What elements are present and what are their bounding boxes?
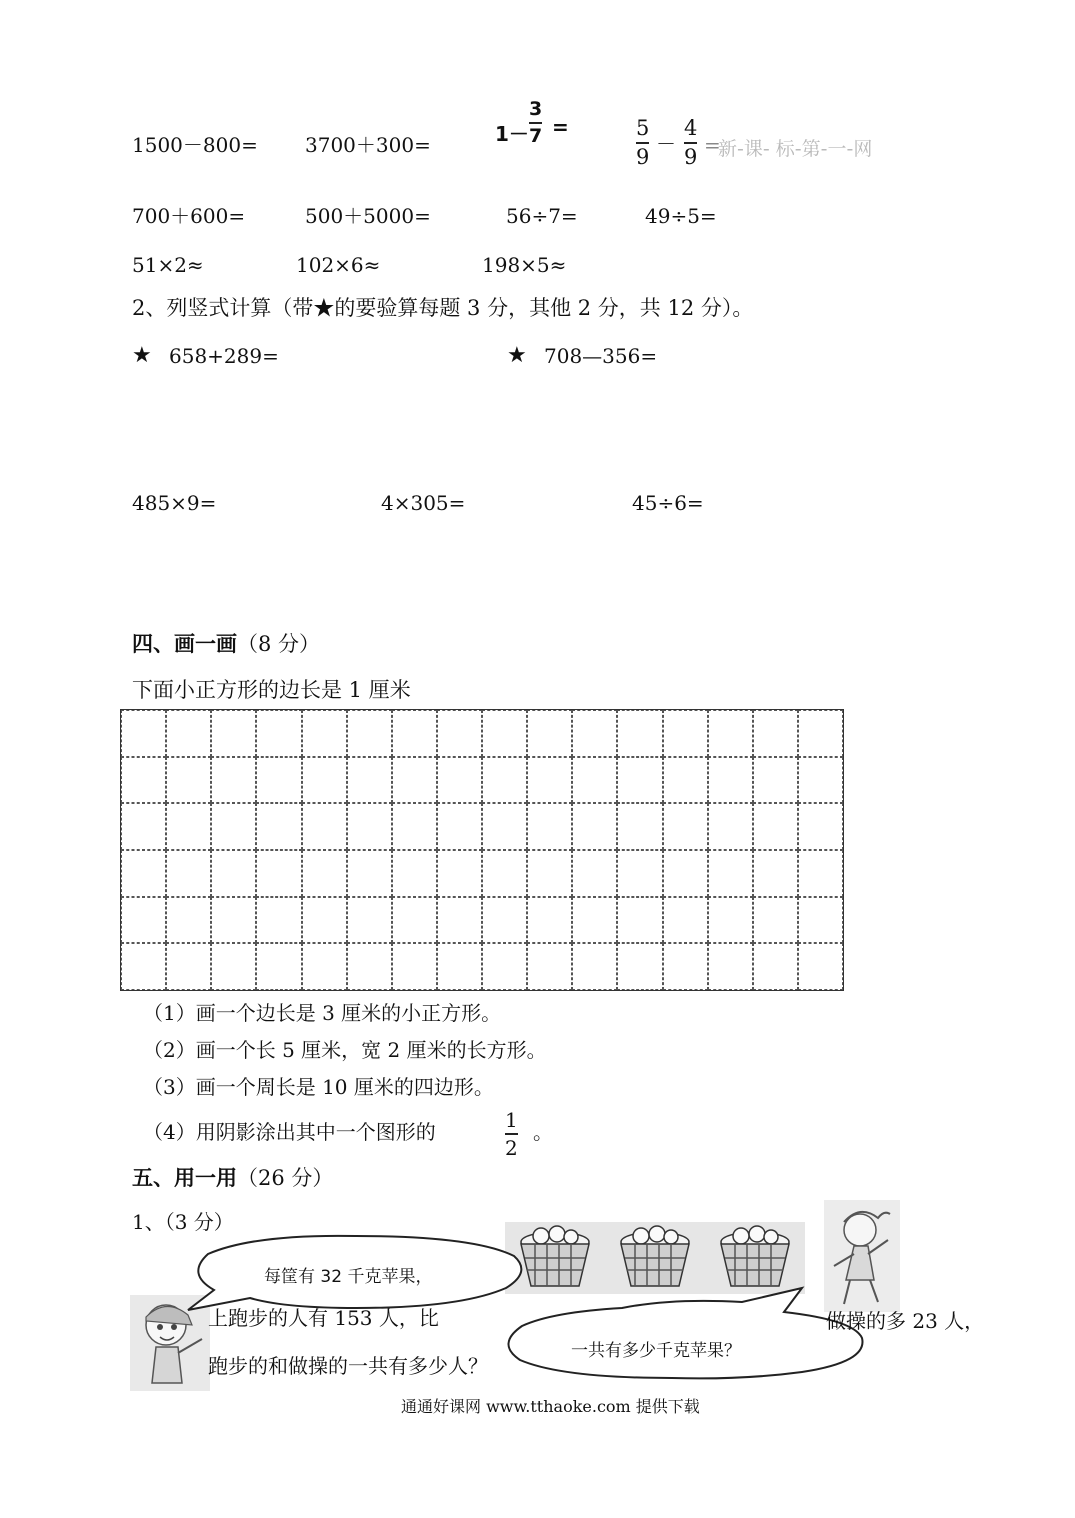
grid-cell[interactable]	[256, 710, 301, 757]
task-3: （3）画一个周长是 10 厘米的四边形。	[143, 1075, 494, 1099]
expr-102-times-6: 102×6≈	[296, 253, 381, 277]
grid-cell[interactable]	[482, 943, 527, 990]
grid-cell[interactable]	[798, 897, 843, 944]
expr-56-div-7: 56÷7=	[506, 204, 578, 228]
grid-cell[interactable]	[798, 803, 843, 850]
equals: =	[704, 133, 721, 157]
grid-cell[interactable]	[166, 897, 211, 944]
grid-cell[interactable]	[572, 943, 617, 990]
section-2-heading: 2、列竖式计算（带★的要验算每题 3 分，其他 2 分，共 12 分）。	[132, 296, 754, 320]
grid-cell[interactable]	[302, 850, 347, 897]
fraction-4-9	[684, 118, 697, 168]
grid-cell[interactable]	[753, 850, 798, 897]
grid-cell[interactable]	[753, 710, 798, 757]
expr-51-times-2: 51×2≈	[132, 253, 204, 277]
grid-cell[interactable]	[708, 943, 753, 990]
grid-cell[interactable]	[437, 850, 482, 897]
grid-cell[interactable]	[663, 710, 708, 757]
grid-cell[interactable]	[798, 710, 843, 757]
section-5-points: （26 分）	[237, 1166, 334, 1190]
basket-icon	[521, 1226, 589, 1286]
numerator: 5	[636, 116, 650, 140]
expr-198-times-5: 198×5≈	[482, 253, 567, 277]
star-icon: ★	[507, 343, 527, 368]
grid-cell[interactable]	[347, 897, 392, 944]
fraction-3-7	[529, 100, 542, 146]
fraction-5-9	[636, 118, 649, 168]
grid-cell[interactable]	[302, 943, 347, 990]
grid-cell[interactable]	[572, 757, 617, 804]
grid-cell[interactable]	[753, 757, 798, 804]
problem-text-line2: 跑步的和做操的一共有多少人？	[208, 1354, 488, 1378]
task-1: （1）画一个边长是 3 厘米的小正方形。	[143, 1001, 502, 1025]
grid-cell[interactable]	[392, 943, 437, 990]
grid-cell[interactable]	[708, 710, 753, 757]
grid-cell[interactable]	[437, 897, 482, 944]
grid-cell[interactable]	[392, 710, 437, 757]
vertical-q5: 45÷6=	[632, 491, 704, 515]
section-4-heading	[132, 634, 320, 655]
numerator: 4	[684, 116, 698, 140]
task-4	[143, 1110, 623, 1170]
grid-cell[interactable]	[798, 757, 843, 804]
star-icon: ★	[132, 343, 152, 368]
grid-cell[interactable]	[527, 850, 572, 897]
grid-cell[interactable]	[482, 803, 527, 850]
section-4-title: 四、画一画	[132, 632, 237, 656]
grid-cell[interactable]	[572, 710, 617, 757]
grid-cell[interactable]	[798, 850, 843, 897]
speech-bubble-2: 一共有多少千克苹果？	[571, 1341, 741, 1361]
grid-cell[interactable]	[572, 803, 617, 850]
footer-credit: 通通好课网 www.tthaoke.com 提供下载	[401, 1397, 700, 1416]
expr-prefix: 1－	[495, 122, 529, 146]
grid-cell[interactable]	[121, 710, 166, 757]
expr-700-plus-600: 700＋600=	[132, 204, 246, 228]
grid-cell[interactable]	[663, 803, 708, 850]
grid-cell[interactable]	[708, 850, 753, 897]
grid-cell[interactable]	[392, 897, 437, 944]
grid-cell[interactable]	[347, 943, 392, 990]
grid-cell[interactable]	[437, 943, 482, 990]
apple-baskets-illustration	[505, 1222, 805, 1294]
grid-cell[interactable]	[121, 803, 166, 850]
section-5-heading	[132, 1168, 333, 1189]
task-4-text: （4）用阴影涂出其中一个图形的	[143, 1120, 436, 1144]
vertical-q2: 708—356=	[544, 344, 658, 368]
grid-cell[interactable]	[617, 850, 662, 897]
grid-cell[interactable]	[166, 710, 211, 757]
grid-cell[interactable]	[392, 757, 437, 804]
grid-cell[interactable]	[617, 943, 662, 990]
grid-cell[interactable]	[437, 757, 482, 804]
grid-cell[interactable]	[482, 897, 527, 944]
grid-cell[interactable]	[302, 897, 347, 944]
problem-text-left: 上跑步的人有 153 人，比	[208, 1306, 439, 1330]
grid-cell[interactable]	[708, 803, 753, 850]
grid-cell[interactable]	[256, 757, 301, 804]
grid-cell[interactable]	[347, 710, 392, 757]
grid-cell[interactable]	[708, 897, 753, 944]
grid-cell[interactable]	[663, 757, 708, 804]
grid-cell[interactable]	[437, 803, 482, 850]
grid-cell[interactable]	[527, 710, 572, 757]
grid-cell[interactable]	[572, 850, 617, 897]
speech-bubble-2-shape	[502, 1286, 868, 1382]
grid-cell[interactable]	[121, 850, 166, 897]
vertical-q3: 485×9=	[132, 491, 217, 515]
expr-500-plus-5000: 500＋5000=	[305, 204, 431, 228]
grid-cell[interactable]	[121, 757, 166, 804]
grid-cell[interactable]	[211, 943, 256, 990]
grid-cell[interactable]	[798, 943, 843, 990]
equals: =	[552, 115, 569, 139]
question-1-label: 1、（3 分）	[132, 1210, 234, 1234]
grid-cell[interactable]	[211, 850, 256, 897]
grid-cell[interactable]	[663, 850, 708, 897]
expr-one-minus-fraction	[495, 100, 585, 160]
speech-bubble-1: 每筐有 32 千克苹果，	[264, 1267, 433, 1287]
grid-cell[interactable]	[482, 757, 527, 804]
expr-3700-plus-300: 3700＋300=	[305, 133, 431, 157]
expr-49-div-5: 49÷5=	[645, 204, 717, 228]
task-2: （2）画一个长 5 厘米，宽 2 厘米的长方形。	[143, 1038, 547, 1062]
grid-cell[interactable]	[617, 803, 662, 850]
grid-cell[interactable]	[392, 850, 437, 897]
grid-cell[interactable]	[437, 710, 482, 757]
grid-cell[interactable]	[302, 710, 347, 757]
grid-cell[interactable]	[211, 897, 256, 944]
grid-cell[interactable]	[527, 803, 572, 850]
watermark-text: 新-课- 标-第-一-网	[718, 138, 873, 160]
grid-intro: 下面小正方形的边长是 1 厘米	[132, 678, 411, 702]
grid-cell[interactable]	[302, 803, 347, 850]
grid-cell[interactable]	[663, 943, 708, 990]
basket-icon	[621, 1226, 689, 1286]
grid-cell[interactable]	[527, 943, 572, 990]
grid-cell[interactable]	[617, 710, 662, 757]
grid-cell[interactable]	[256, 897, 301, 944]
grid-cell[interactable]	[347, 803, 392, 850]
grid-cell[interactable]	[211, 710, 256, 757]
grid-cell[interactable]	[121, 897, 166, 944]
vertical-q4: 4×305=	[381, 491, 466, 515]
vertical-q1: 658+289=	[169, 344, 279, 368]
grid-cell[interactable]	[663, 897, 708, 944]
grid-cell[interactable]	[166, 943, 211, 990]
grid-cell[interactable]	[527, 897, 572, 944]
task-4-end: 。	[533, 1120, 553, 1144]
grid-cell[interactable]	[708, 757, 753, 804]
basket-icon	[721, 1226, 789, 1286]
grid-cell[interactable]	[617, 897, 662, 944]
section-4-points: （8 分）	[237, 632, 321, 656]
numerator: 1	[505, 1108, 518, 1132]
grid-cell[interactable]	[166, 850, 211, 897]
grid-cell[interactable]	[527, 757, 572, 804]
problem-text-right: 做操的多 23 人，	[826, 1309, 985, 1333]
grid-cell[interactable]	[482, 850, 527, 897]
grid-cell[interactable]	[753, 897, 798, 944]
grid-cell[interactable]	[753, 943, 798, 990]
grid-cell[interactable]	[753, 803, 798, 850]
drawing-grid[interactable]	[120, 709, 844, 991]
grid-cell[interactable]	[347, 850, 392, 897]
denominator: 9	[636, 144, 650, 169]
grid-cell[interactable]	[211, 757, 256, 804]
grid-cell[interactable]	[347, 757, 392, 804]
grid-cell[interactable]	[482, 710, 527, 757]
grid-cell[interactable]	[256, 803, 301, 850]
grid-cell[interactable]	[392, 803, 437, 850]
denominator: 2	[505, 1135, 518, 1160]
denominator: 7	[529, 124, 543, 147]
grid-cell[interactable]	[256, 850, 301, 897]
grid-cell[interactable]	[302, 757, 347, 804]
section-5-title: 五、用一用	[132, 1166, 237, 1190]
grid-cell[interactable]	[166, 803, 211, 850]
grid-cell[interactable]	[617, 757, 662, 804]
grid-cell[interactable]	[211, 803, 256, 850]
grid-cell[interactable]	[572, 897, 617, 944]
grid-cell[interactable]	[166, 757, 211, 804]
denominator: 9	[684, 144, 698, 169]
fraction-1-2	[505, 1110, 518, 1158]
minus-sign: －	[656, 132, 676, 156]
expr-1500-minus-800: 1500－800=	[132, 133, 258, 157]
numerator: 3	[529, 98, 543, 120]
grid-cell[interactable]	[256, 943, 301, 990]
grid-cell[interactable]	[121, 943, 166, 990]
